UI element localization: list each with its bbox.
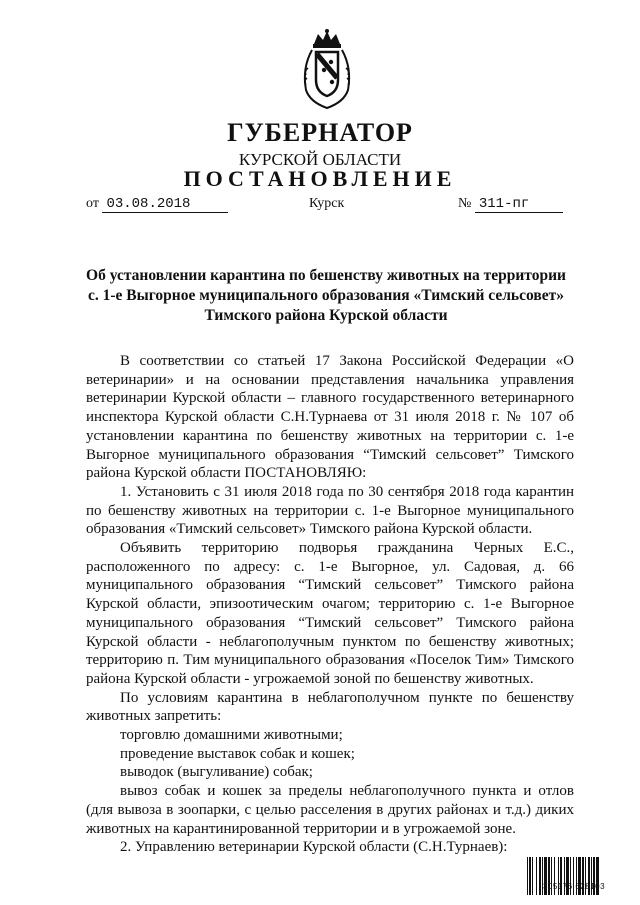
restriction-item: торговлю домашними животными; [120,727,343,744]
restriction-item: выводок (выгуливание) собак; [120,764,313,781]
region-subtitle: КУРСКОЙ ОБЛАСТИ [238,150,402,169]
date-value: 03.08.2018 [102,196,228,213]
date-field [86,196,228,213]
title-line-1: Об установлении карантина по бешенству животных на территории [86,267,566,284]
paragraph-item-1: 1. Установить с 31 июля 2018 года по 30 сентября 2018 года карантин по бешенству животных на территории с. 1-е Выгорное муниципального образования «Тимский сельсовет» Тимского района Курской области. [86,483,574,538]
number-prefix: № [458,196,472,211]
title-line-2: с. 1-е Выгорное муниципального образования «Тимский сельсовет» [88,287,564,304]
paragraph-declare-zones: Объявить территорию подворья гражданина Черных Е.С., расположенного по адресу: с. 1-е Выгорное, ул. Садовая, д. 66 муниципального образования “Тимский сельсовет” Тимского района Курской области, эпизоотическим очагом; территорию с. 1-е Выгорное муниципального образования “Тимский сельсовет” Тимского района Курской области - неблагополучным пунктом по бешенству животных; территорию п. Тим муниципального образования «Поселок Тим» Тимского района Курской области - угрожаемой зоной по бешенству животных. [86,540,574,687]
number-field [458,196,563,213]
document-type: ПОСТАНОВЛЕНИЕ [183,166,457,191]
restriction-item: проведение выставок собак и кошек; [120,745,355,762]
governor-title: ГУБЕРНАТОР [227,118,413,147]
date-prefix: от [86,196,99,211]
paragraph-preamble: В соответствии со статьей 17 Закона Российской Федерации «О ветеринарии» и на основании представления начальника управления ветеринарии Курской области – главного государственного ветеринарного инспектора Курской области С.Н.Турнаева от 31 июля 2018 г. № 107 об установлении карантина по бешенству животных на территории с. 1-е Выгорное муниципального образования “Тимский сельсовет” Тимского района Курской области ПОСТАНОВЛЯЮ: [86,353,574,482]
restriction-item: вывоз собак и кошек за пределы неблагополучного пункта и отлов (для вывоза в зоопарки, с целью расселения в других районах и т.д.) диких животных на карантинированной территории и в угрожаемой зоне. [86,783,574,837]
paragraph-item-2: 2. Управлению ветеринарии Курской области (С.Н.Турнаев): [120,839,508,856]
document-body [86,352,574,857]
paragraph-restrictions: По условиям карантина в неблагополучном пункте по бешенству животных запретить: [86,689,574,725]
barcode-number: 305176 628103 [542,882,606,891]
number-value: 311-пг [475,196,563,213]
document-title [72,266,580,326]
title-line-3: Тимского района Курской области [204,307,448,324]
city-label: Курск [309,196,345,211]
coat-of-arms-emblem [296,28,358,110]
